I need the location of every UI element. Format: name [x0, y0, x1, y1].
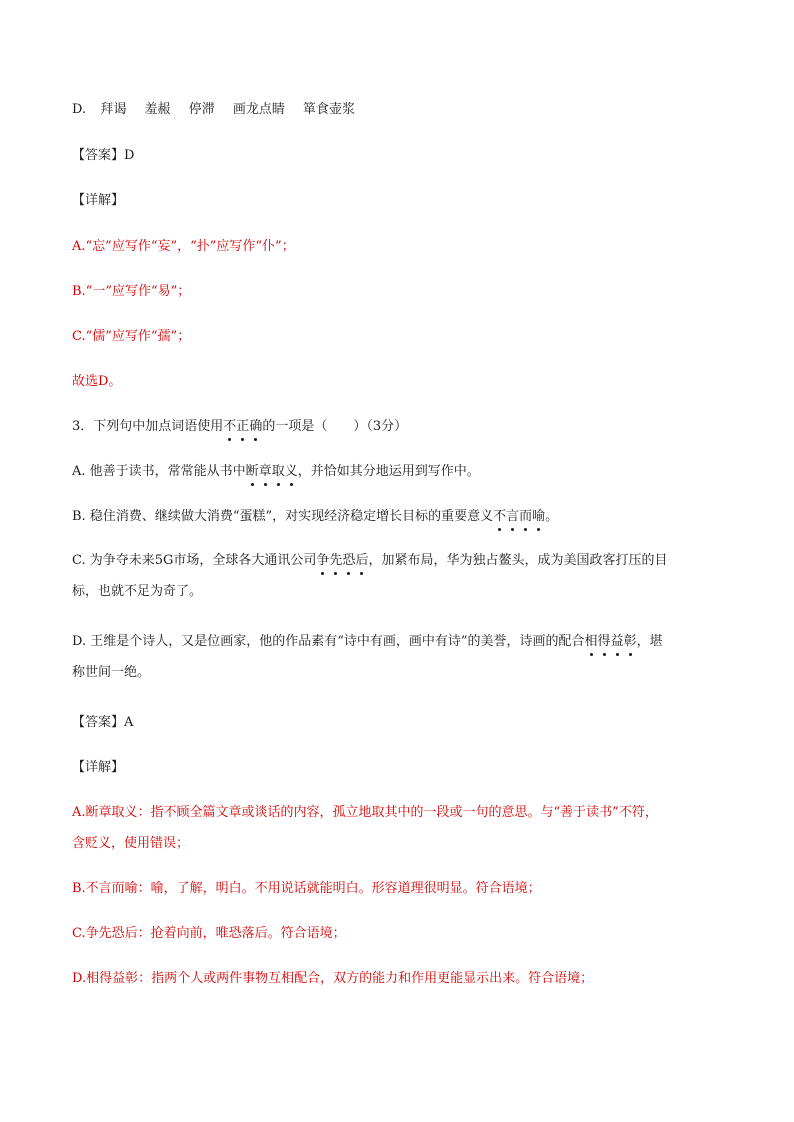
- stem-text: 3．下列句中加点词语使用: [72, 419, 224, 434]
- document-page: [72, 0, 732, 1122]
- q3-option-b: [72, 507, 558, 527]
- q3-stem: [72, 417, 407, 437]
- q3-detail-d: D.相得益彰：指两个人或两件事物互相配合，双方的能力和作用更能显示出来。符合语境；: [72, 971, 594, 986]
- dotted-char: 章: [259, 462, 272, 482]
- dotted-char: 先: [329, 551, 342, 571]
- dotted-char: 喻: [532, 507, 545, 527]
- q3-detail-a: A.断章取义：指不顾全篇文章或谈话的内容，孤立地取其中的一段或一句的意思。与“善于读书”不符，: [72, 805, 658, 820]
- dotted-char: 益: [611, 632, 624, 652]
- dotted-char: 确: [249, 417, 262, 437]
- q3-detail-c: C.争先恐后：抢着向前，唯恐落后。符合语境；: [72, 926, 346, 941]
- dotted-char: 相: [585, 632, 598, 652]
- dotted-char: 后: [355, 551, 368, 571]
- q2-detail-title: 【详解】: [72, 193, 125, 208]
- dotted-char: 正: [236, 417, 249, 437]
- q3-option-d: [72, 632, 663, 652]
- option-word: 停滞: [188, 102, 215, 117]
- q2-detail-b: B.“一”应写作“易”；: [72, 284, 191, 299]
- q2-conclusion: 故选D。: [72, 374, 122, 389]
- dotted-char: 不: [493, 507, 506, 527]
- q3-detail-title: 【详解】: [72, 760, 125, 775]
- stem-text: 的一项是（ ）（3分）: [262, 419, 408, 434]
- q2-option-d: [72, 100, 355, 120]
- q2-answer: 【答案】D: [72, 148, 135, 163]
- dotted-char: 争: [316, 551, 329, 571]
- dotted-char: 言: [506, 507, 519, 527]
- dotted-char: 而: [519, 507, 532, 527]
- option-text: A. 他善于读书，常常能从书中: [72, 464, 246, 479]
- option-text: D. 王维是个诗人，又是位画家，他的作品素有“诗中有画，画中有诗”的美誉，诗画的配合: [72, 634, 585, 649]
- option-word: 拜谒: [100, 102, 127, 117]
- q3-option-d-cont: 称世间一绝。: [72, 665, 151, 680]
- option-text: ，堪: [636, 634, 663, 649]
- option-text: B. 稳住消费、继续做大消费“蛋糕”，对实现经济稳定增长目标的重要意义: [72, 509, 494, 524]
- q3-answer: 【答案】A: [72, 715, 134, 730]
- option-word: 羞赧: [144, 102, 171, 117]
- dotted-char: 取: [272, 462, 285, 482]
- dotted-char: 不: [223, 417, 236, 437]
- q2-detail-c: C.“儒”应写作“孺”；: [72, 329, 191, 344]
- option-word: 画龙点睛: [232, 102, 285, 117]
- option-label: D.: [72, 102, 87, 117]
- dotted-char: 恐: [342, 551, 355, 571]
- q3-option-c-cont: 标，也就不足为奇了。: [72, 584, 203, 599]
- dotted-char: 义: [285, 462, 298, 482]
- dotted-char: 断: [246, 462, 259, 482]
- dotted-char: 得: [598, 632, 611, 652]
- dotted-char: 彰: [624, 632, 637, 652]
- option-text: ，并恰如其分地运用到写作中。: [297, 464, 480, 479]
- q3-detail-b: B.不言而喻：喻，了解，明白。不用说话就能明白。形容道理很明显。符合语境；: [72, 881, 541, 896]
- q3-option-c: [72, 551, 667, 571]
- option-text: 。: [545, 509, 559, 524]
- option-text: ，加紧布局，华为独占鳌头，成为美国政客打压的目: [368, 553, 668, 568]
- option-word: 箪食壶浆: [303, 102, 356, 117]
- option-text: C. 为争夺未来5G市场，全球各大通讯公司: [72, 553, 317, 568]
- q2-detail-a: A.“忘”应写作“妄”，“扑”应写作“仆”；: [72, 239, 295, 254]
- q3-option-a: [72, 462, 480, 482]
- q3-detail-a-cont: 含贬义，使用错误；: [72, 836, 190, 851]
